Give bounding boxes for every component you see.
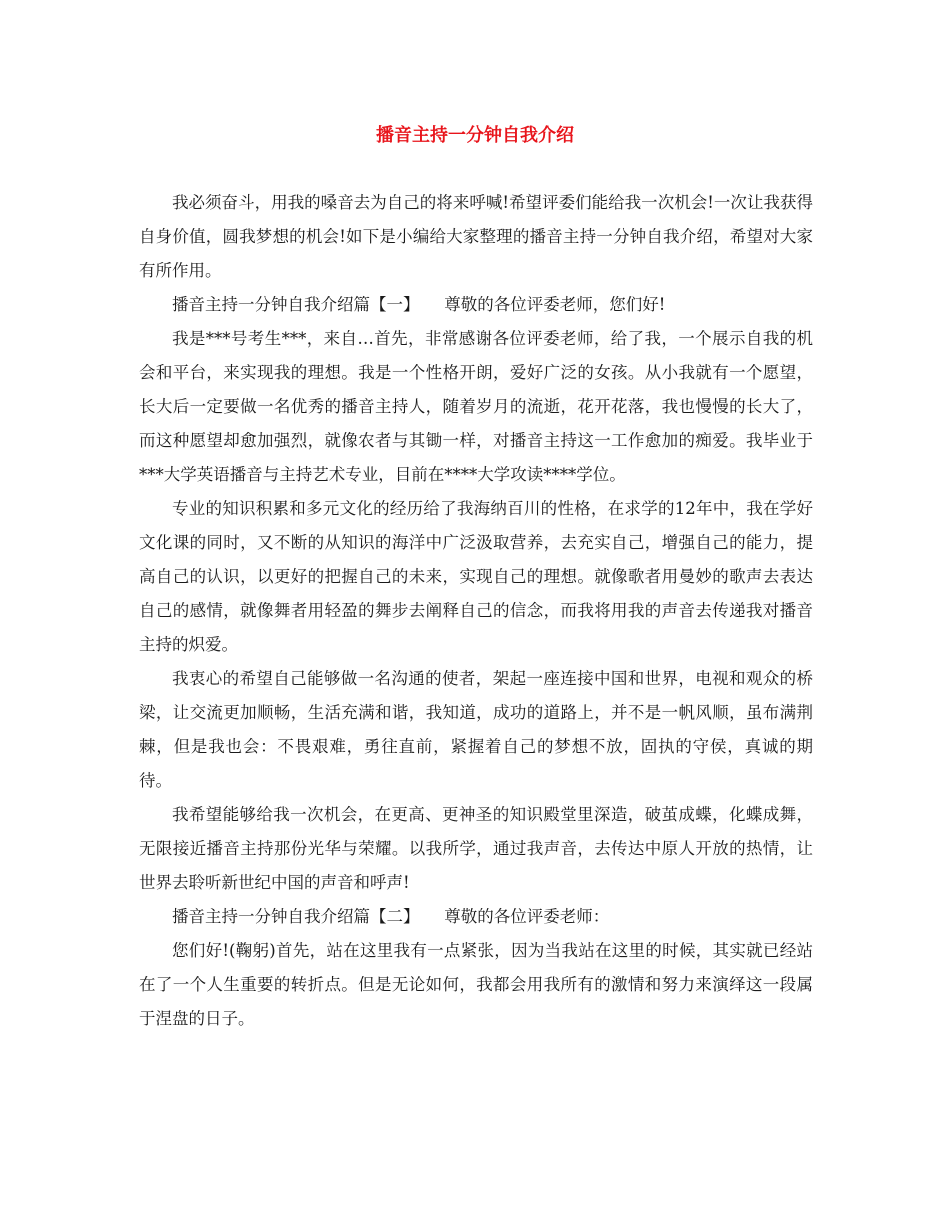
paragraph: 专业的知识积累和多元文化的经历给了我海纳百川的性格，在求学的12年中，我在学好文化课的同时，又不断的从知识的海洋中广泛汲取营养，去充实自己，增强自己的能力，提高自己的认识，以更好的把握自己的未来，实现自己的理想。就像歌者用曼妙的歌声去表达自己的感情，就像舞者用轻盈的舞步去阐释自己的信念，而我将用我的声音去传递我对播音主持的炽爱。	[139, 499, 813, 654]
section-heading-one: 播音主持一分钟自我介绍篇【一】 尊敬的各位评委老师，您们好!	[172, 295, 666, 314]
document-title: 播音主持一分钟自我介绍	[376, 125, 574, 146]
paragraph: 您们好!(鞠躬)首先，站在这里我有一点紧张，因为当我站在这里的时候，其实就已经站在了一个人生重要的转折点。但是无论如何，我都会用我所有的激情和努力来演绎这一段属于涅盘的日子。	[139, 941, 813, 1028]
section-heading-two: 播音主持一分钟自我介绍篇【二】 尊敬的各位评委老师：	[172, 907, 610, 926]
paragraph: 我是***号考生***，来自…首先，非常感谢各位评委老师，给了我，一个展示自我的机会和平台，来实现我的理想。我是一个性格开朗，爱好广泛的女孩。从小我就有一个愿望，长大后一定要做一名优秀的播音主持人，随着岁月的流逝，花开花落，我也慢慢的长大了，而这种愿望却愈加强烈，就像农者与其锄一样，对播音主持这一工作愈加的痴爱。我毕业于***大学英语播音与主持艺术专业，目前在****大学攻读****学位。	[139, 329, 813, 484]
paragraph: 我希望能够给我一次机会，在更高、更神圣的知识殿堂里深造，破茧成蝶，化蝶成舞，无限接近播音主持那份光华与荣耀。以我所学，通过我声音，去传达中原人开放的热情，让世界去聆听新世纪中国的声音和呼声!	[139, 805, 813, 892]
paragraph: 我衷心的希望自己能够做一名沟通的使者，架起一座连接中国和世界，电视和观众的桥梁，让交流更加顺畅，生活充满和谐，我知道，成功的道路上，并不是一帆风顺，虽布满荆棘，但是我也会：不畏艰难，勇往直前，紧握着自己的梦想不放，固执的守侯，真诚的期待。	[139, 669, 813, 790]
paragraph-intro: 我必须奋斗，用我的嗓音去为自己的将来呼喊!希望评委们能给我一次机会!一次让我获得自身价值，圆我梦想的机会!如下是小编给大家整理的播音主持一分钟自我介绍，希望对大家有所作用。	[139, 193, 813, 280]
document-body	[139, 186, 813, 1036]
